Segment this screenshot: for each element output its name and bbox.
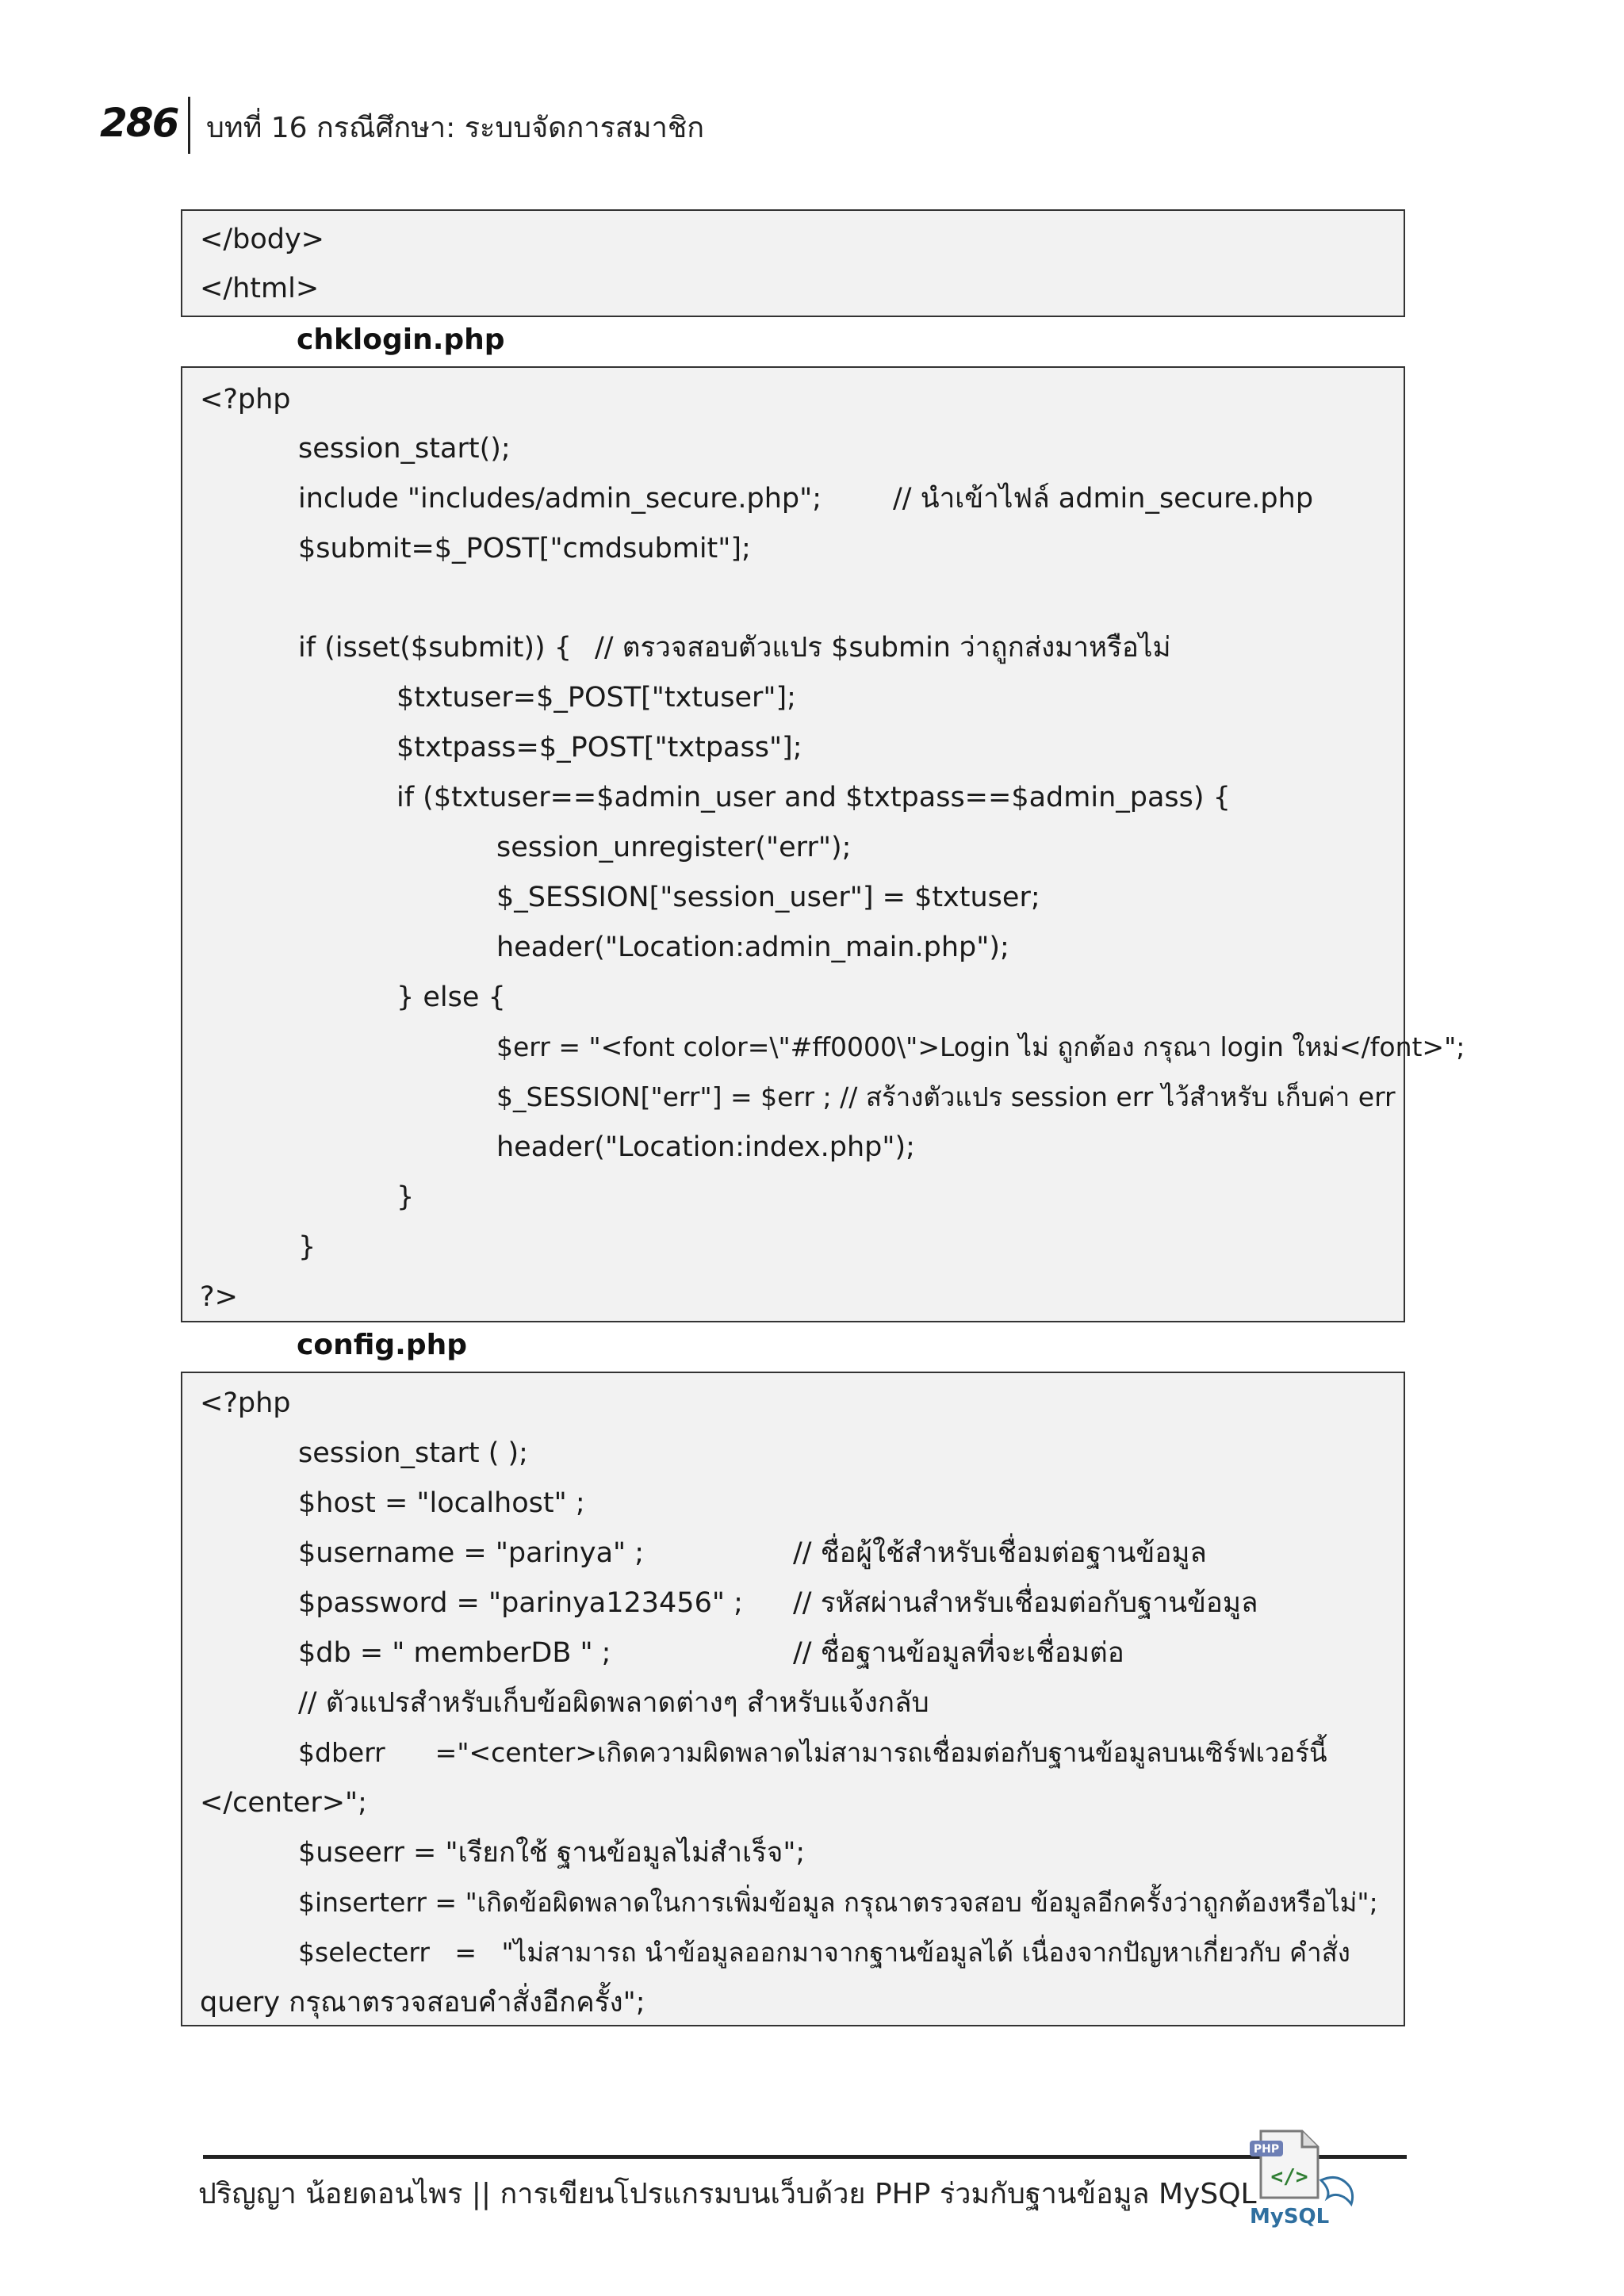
code-line: header("Location:index.php"); [496, 1131, 915, 1163]
logo-mysql-text: MySQL [1250, 2205, 1330, 2228]
code-line: $host = "localhost" ; [298, 1487, 585, 1519]
code-line: $submit=$_POST["cmdsubmit"]; [298, 533, 751, 564]
code-line: } else { [396, 982, 506, 1013]
code-box-html-end [181, 209, 1405, 317]
code-line: $txtuser=$_POST["txtuser"]; [396, 682, 796, 714]
page-header [100, 94, 1051, 157]
code-comment: // ตัวแปรสำหรับเก็บข้อผิดพลาดต่างๆ สำหรับแจ้งกลับ [298, 1687, 929, 1719]
footer-divider [203, 2155, 1407, 2159]
dolphin-icon [1321, 2177, 1353, 2204]
page-number: 286 [100, 100, 178, 146]
code-comment: // ชื่อผู้ใช้สำหรับเชื่อมต่อฐานข้อมูล [793, 1537, 1207, 1569]
code-line: <?php [200, 384, 291, 415]
file-label-config: config.php [297, 1329, 467, 1361]
code-line: $password = "parinya123456" ; [298, 1587, 743, 1619]
code-line: $db = " memberDB " ; [298, 1637, 611, 1669]
code-line: $selecterr = "ไม่สามารถ นำข้อมูลออกมาจากฐานข้อมูลได้ เนื่องจากปัญหาเกี่ยวกับ คำสั่ง [298, 1937, 1350, 1968]
code-line: </center>"; [200, 1787, 367, 1819]
code-line: $txtpass=$_POST["txtpass"]; [396, 732, 802, 763]
logo-tag-text: </> [1270, 2165, 1308, 2189]
file-label-chklogin: chklogin.php [297, 323, 505, 356]
code-line: $username = "parinya" ; [298, 1537, 645, 1569]
code-line: } [396, 1181, 415, 1213]
code-line: $_SESSION["err"] = $err ; // สร้างตัวแปร session err ไว้สำหรับ เก็บค่า err [496, 1081, 1396, 1112]
code-line: header("Location:admin_main.php"); [496, 932, 1009, 963]
code-line: if (isset($submit)) { [298, 632, 573, 664]
code-line: } [298, 1231, 316, 1263]
code-line: if ($txtuser==$admin_user and $txtpass==$admin_pass) { [396, 782, 1231, 813]
code-line: ?> [200, 1281, 238, 1313]
code-line: session_start ( ); [298, 1437, 528, 1469]
chapter-title: บทที่ 16 กรณีศึกษา: ระบบจัดการสมาชิก [206, 112, 705, 144]
code-line: </body> [200, 224, 325, 255]
php-mysql-logo [1245, 2125, 1372, 2228]
logo-php-text: PHP [1253, 2143, 1280, 2156]
code-line: </html> [200, 273, 320, 304]
code-comment: // ชื่อฐานข้อมูลที่จะเชื่อมต่อ [793, 1637, 1124, 1669]
code-box-config [181, 1372, 1405, 2026]
code-comment: // รหัสผ่านสำหรับเชื่อมต่อกับฐานข้อมูล [793, 1587, 1258, 1619]
code-box-chklogin [181, 366, 1465, 1322]
code-line: $useerr = "เรียกใช้ ฐานข้อมูลไม่สำเร็จ"; [298, 1837, 806, 1869]
code-line: $inserterr = "เกิดข้อผิดพลาดในการเพิ่มข้อมูล กรุณาตรวจสอบ ข้อมูลอีกครั้งว่าถูกต้องหรือไม่"; [298, 1887, 1378, 1918]
code-comment: // ตรวจสอบตัวแปร $submin ว่าถูกส่งมาหรือไม่ [595, 632, 1171, 664]
footer-text: ปริญญา น้อยดอนไพร || การเขียนโปรแกรมบนเว็บด้วย PHP ร่วมกับฐานข้อมูล MySQL [198, 2178, 1257, 2210]
code-line: include "includes/admin_secure.php"; [298, 483, 822, 515]
code-line: session_unregister("err"); [496, 832, 852, 863]
code-comment: // นำเข้าไฟล์ admin_secure.php [893, 483, 1314, 515]
code-line: $_SESSION["session_user"] = $txtuser; [496, 882, 1040, 913]
code-line: $err = "<font color=\"#ff0000\">Login ไม่ ถูกต้อง กรุณา login ใหม่</font>"; [496, 1031, 1465, 1062]
code-line: $dberr ="<center>เกิดความผิดพลาดไม่สามารถเชื่อมต่อกับฐานข้อมูลบนเซิร์ฟเวอร์นี้ [298, 1737, 1327, 1768]
code-line: query กรุณาตรวจสอบคำสั่งอีกครั้ง"; [200, 1987, 645, 2019]
code-line: session_start(); [298, 433, 511, 465]
header-divider [188, 97, 190, 154]
code-line: <?php [200, 1387, 291, 1419]
